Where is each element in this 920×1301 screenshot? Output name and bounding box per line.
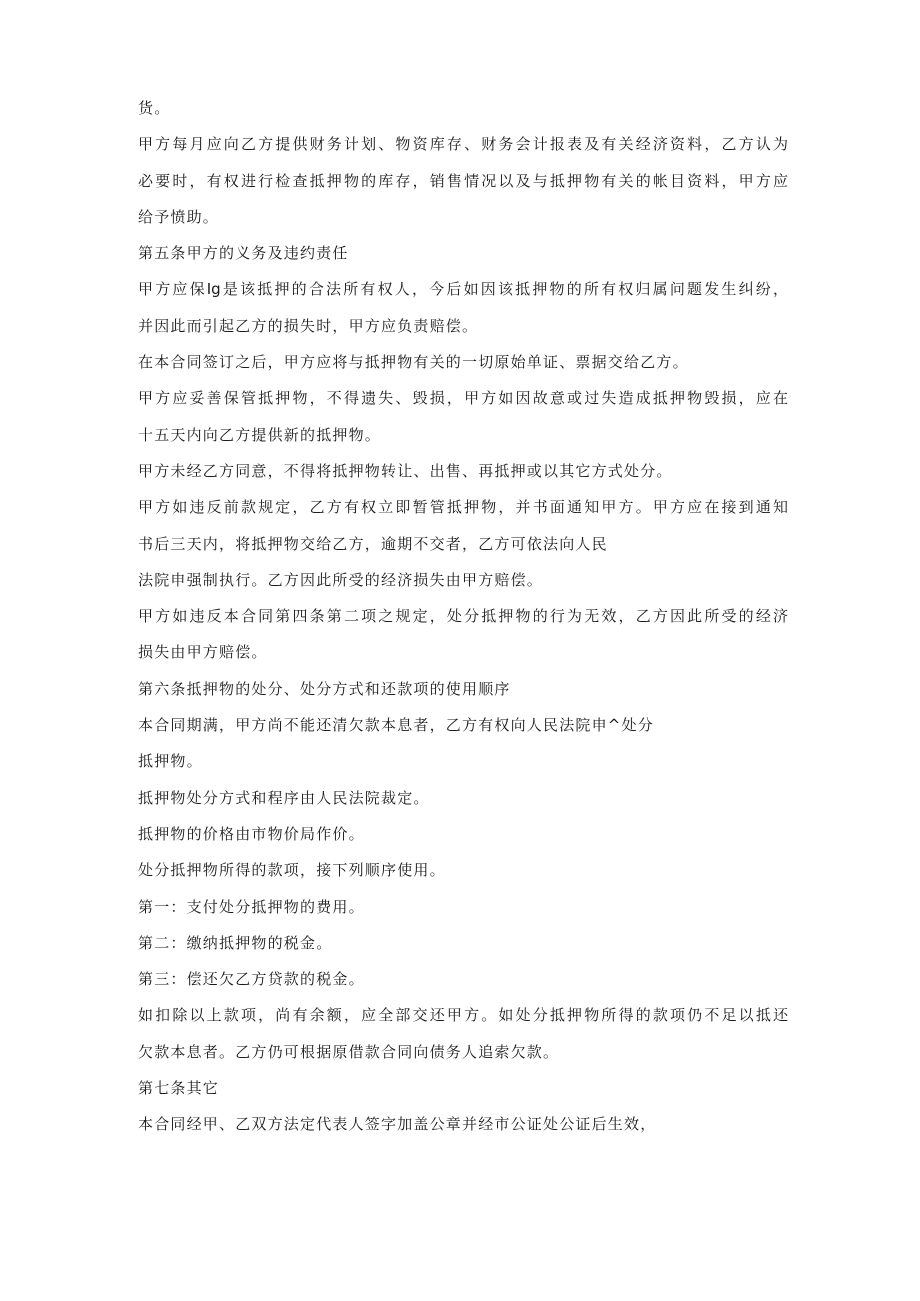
paragraph-line: 抵押物的价格由市物价局作价。 (138, 824, 365, 843)
paragraph-line: 甲方如违反前款规定，乙方有权立即暂管抵押物，并书面通知甲方。甲方应在接到通知 (138, 498, 788, 517)
paragraph-line: 第一：支付处分抵押物的费用。 (138, 897, 365, 916)
paragraph-line: 甲方每月应向乙方提供财务计划、物资库存、财务会计报表及有关经济资料，乙方认为 (138, 135, 788, 154)
paragraph-line: 处分抵押物所得的款项，接下列顺序使用。 (138, 861, 446, 880)
paragraph-line: 给予愤助。 (138, 207, 220, 226)
paragraph-line: 本合同经甲、乙双方法定代表人签字加盖公章并经市公证处公证后生效， (138, 1115, 657, 1134)
paragraph-line: 第五条甲方的义务及违约责任 (138, 244, 349, 263)
paragraph-line: 本合同期满，甲方尚不能还清欠款本息者，乙方有权向人民法院申^处分 (138, 716, 654, 735)
paragraph-line: 如扣除以上款项，尚有余额，应全部交还甲方。如处分抵押物所得的款项仍不足以抵还 (138, 1006, 788, 1025)
paragraph-line: 欠款本息者。乙方仍可根据原借款合同向债务人追索欠款。 (138, 1042, 560, 1061)
paragraph-line: 并因此而引起乙方的损失时，甲方应负责赔偿。 (138, 316, 479, 335)
paragraph-line: 抵押物处分方式和程序由人民法院裁定。 (138, 788, 430, 807)
paragraph-line: 第六条抵押物的处分、处分方式和还款项的使用顺序 (138, 679, 511, 698)
paragraph-line: 第七条其它 (138, 1079, 220, 1098)
paragraph-line: 法院申强制执行。乙方因此所受的经济损失由甲方赔偿。 (138, 570, 544, 589)
paragraph-line: 货。 (138, 99, 171, 117)
paragraph-line: 甲方如违反本合同第四条第二项之规定，处分抵押物的行为无效，乙方因此所受的经济 (138, 607, 788, 626)
paragraph-line: 抵押物。 (138, 752, 203, 771)
paragraph-line: 在本合同签订之后，甲方应将与抵押物有关的一切原始单证、票据交给乙方。 (138, 353, 689, 372)
paragraph-line: 损失由甲方赔偿。 (138, 643, 268, 662)
paragraph-line: 甲方未经乙方同意，不得将抵押物转让、出售、再抵押或以其它方式处分。 (138, 461, 673, 480)
paragraph-line: 第三：偿还欠乙方贷款的税金。 (138, 970, 365, 989)
paragraph-line: 第二：缴纳抵押物的税金。 (138, 933, 333, 952)
paragraph-line: 甲方应妥善保管抵押物，不得遗失、毁损，甲方如因故意或过失造成抵押物毁损，应在 (138, 389, 788, 408)
paragraph-line: 甲方应保Ig是该抵押的合法所有权人，今后如因该抵押物的所有权归属问题发生纠纷， (138, 280, 788, 299)
paragraph-line: 十五天内向乙方提供新的抵押物。 (138, 425, 382, 444)
paragraph-line: 必要时，有权进行检查抵押物的库存，销售情况以及与抵押物有关的帐目资料，甲方应 (138, 171, 788, 190)
document-body (138, 98, 788, 1151)
paragraph-line: 书后三天内，将抵押物交给乙方，逾期不交者，乙方可依法向人民 (138, 534, 608, 553)
